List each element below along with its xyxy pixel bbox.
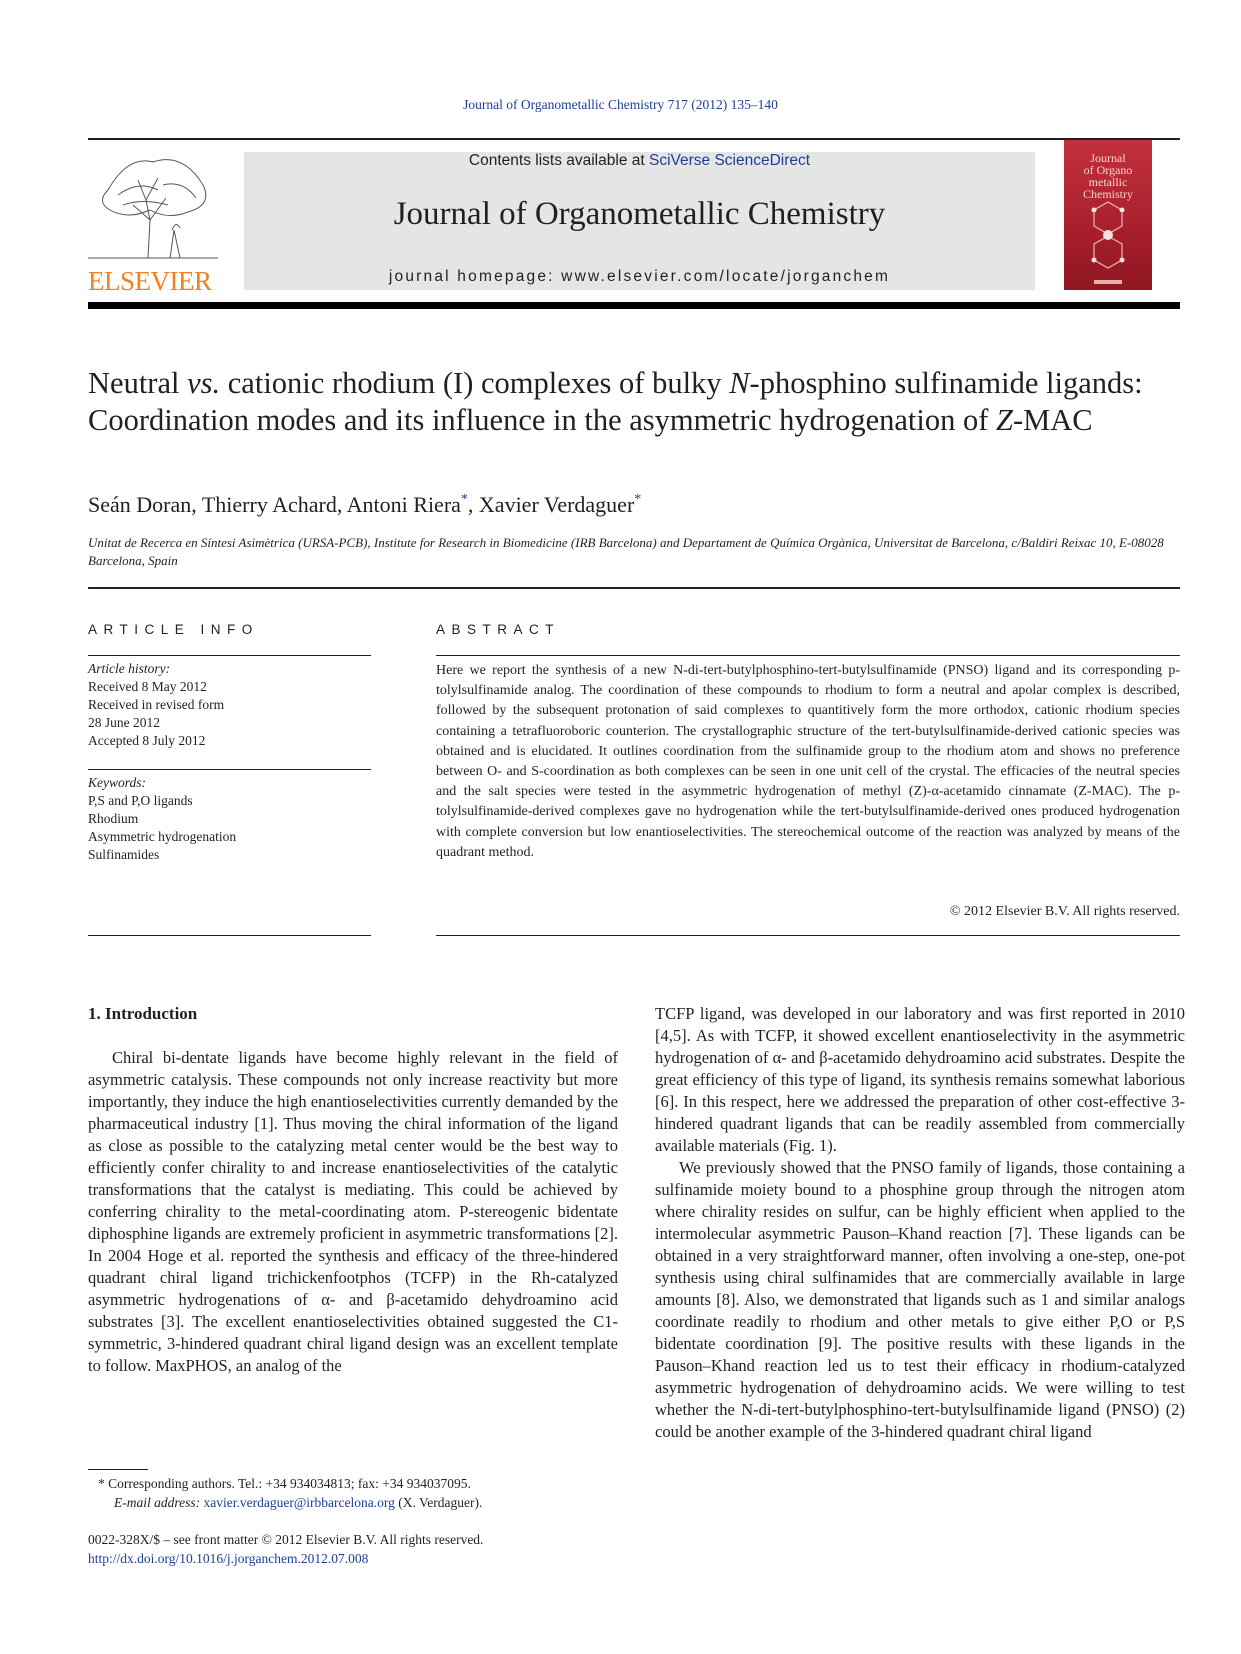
journal-homepage[interactable]: journal homepage: www.elsevier.com/locate/jorganchem [388, 268, 891, 285]
title-text: -MAC [1012, 403, 1093, 437]
header-bottom-rule [88, 302, 1180, 309]
keywords-label: Keywords: [88, 775, 146, 790]
front-matter [88, 1530, 688, 1568]
body-paragraph: We previously showed that the PNSO family of ligands, those containing a sulfinamide moiety bound to a phosphine group through the nitrogen atom where chirality resides on sulfur, can be highly efficient when applied to the intermolecular asymmetric Pauson–Khand reaction [7]. These ligands can be obtained in a very straightforward manner, often involving a one-step, one-pot synthesis using chiral sulfinamides that are commercially available in large amounts [8]. Also, we demonstrated that ligands such as 1 and similar analogs coordinate readily to rhodium and other metals to give either P,O or P,S bidentate coordination [9]. The positive results with these ligands in the Pauson–Khand reaction led us to test their efficacy in rhodium-catalyzed asymmetric hydrogenation of dehydroamino acids. We were willing to test whether the N-di-tert-butylphosphino-tert-butylsulfinamide ligand (PNSO) (2) could be another example of the 3-hindered quadrant chiral ligand [655, 1158, 1185, 1441]
footnote-marker: * [98, 1476, 105, 1491]
corresponding-author-footnote [98, 1474, 658, 1512]
section-heading-introduction: 1. Introduction [88, 1004, 198, 1023]
history-label: Article history: [88, 661, 171, 676]
abstract-rule [436, 935, 1180, 936]
article-history [88, 660, 371, 750]
corresponding-author-marker[interactable]: * [460, 492, 468, 507]
body-column-left [88, 1047, 618, 1377]
title-text-italic: N [729, 366, 750, 400]
keyword: P,S and P,O ligands [88, 793, 193, 808]
contents-prefix: Contents lists available at [468, 152, 649, 169]
footnote-contact: Corresponding authors. Tel.: +34 934034813; fax: +34 934037095. [108, 1476, 471, 1491]
email-label: E-mail address: [114, 1495, 204, 1510]
article-title [88, 365, 1188, 439]
history-item: 28 June 2012 [88, 715, 160, 730]
author-name: Antoni Riera [346, 492, 461, 517]
sciencedirect-link[interactable]: SciVerse ScienceDirect [648, 152, 811, 169]
title-text: cationic rhodium (I) complexes of bulky [220, 366, 730, 400]
elsevier-wordmark: ELSEVIER [88, 266, 212, 296]
title-text: -phosphino sulfinamide ligands: Coordination modes and its influence in the asymmetric hydrogenation of [88, 366, 1143, 437]
keyword: Sulfinamides [88, 847, 160, 862]
front-matter-line: 0022-328X/$ – see front matter © 2012 Elsevier B.V. All rights reserved. [88, 1532, 484, 1547]
cover-title-line: Journal [1090, 151, 1126, 165]
contents-line [244, 152, 1035, 170]
author-name: Thierry Achard [201, 492, 337, 517]
doi-link[interactable]: http://dx.doi.org/10.1016/j.jorganchem.2012.07.008 [88, 1551, 369, 1566]
email-link[interactable]: xavier.verdaguer@irbbarcelona.org [203, 1495, 395, 1510]
section-rule [88, 587, 1180, 589]
body-paragraph: Chiral bi-dentate ligands have become highly relevant in the field of asymmetric catalysis. These compounds not only increase reactivity but more importantly, they induce the high enantioselectivities currently demanded by the pharmaceutical industry [1]. Thus moving the chiral information of the ligand as close as possible to the catalyzing metal center would be the best way to efficiently confer chirality to and increase enantioselectivities of the catalytic transformations that the catalyst is mediating. This could be achieved by conferring chirality to the metal-coordinating atom. P-stereogenic bidentate diphosphine ligands are extremely proficient in asymmetric transformations [2]. In 2004 Hoge et al. reported the synthesis and efficacy of the three-hindered quadrant chiral ligand trichickenfootphos (TCFP) in the Rh-catalyzed asymmetric hydrogenations of α- and β-acetamido dehydroamino acid substrates [3]. The excellent enantioselectivities obtained suggested the C1-symmetric, 3-hindered quadrant chiral ligand design was an excellent template to follow. MaxPHOS, an analog of the [88, 1048, 618, 1375]
affiliation: Unitat de Recerca en Síntesi Asimètrica (URSA-PCB), Institute for Research in Biomedicine (IRB Barcelona) and Departament de Química Orgànica, Universitat de Barcelona, c/Baldiri Reixac 10, E-08028 Barcelona, Spain [88, 535, 1164, 568]
history-item: Received 8 May 2012 [88, 679, 207, 694]
keyword: Asymmetric hydrogenation [88, 829, 237, 844]
cover-title-line: of Organo [1083, 163, 1133, 177]
email-suffix: (X. Verdaguer). [394, 1495, 483, 1510]
title-text-italic: Z [996, 403, 1013, 437]
journal-citation[interactable]: Journal of Organometallic Chemistry 717 (2012) 135–140 [463, 97, 778, 112]
cover-title [1064, 152, 1152, 200]
cover-title-line: metallic [1088, 175, 1128, 189]
footnote-rule [88, 1469, 148, 1470]
info-rule [88, 935, 371, 936]
abstract-copyright: © 2012 Elsevier B.V. All rights reserved. [949, 904, 1180, 919]
info-rule [88, 655, 371, 656]
author-name: Seán Doran [88, 492, 192, 517]
history-item: Received in revised form [88, 697, 225, 712]
journal-name: Journal of Organometallic Chemistry [393, 196, 886, 232]
body-paragraph: TCFP ligand, was developed in our laboratory and was first reported in 2010 [4,5]. As with TCFP, it showed excellent enantioselectivity in the asymmetric hydrogenation of α- and β-acetamido dehydroamino acid substrates. Despite the great efficiency of this type of ligand, its synthesis remains somewhat laborious [6]. In this respect, here we addressed the preparation of other cost-effective 3-hindered quadrant ligands that can be readily assembled from commercially available materials (Fig. 1). [655, 1004, 1185, 1155]
abstract-text: Here we report the synthesis of a new N-di-tert-butylphosphino-tert-butylsulfinamide (PNSO) ligand and its corresponding p-tolylsulfinamide analog. The coordination of these compounds to rhodium to form a neutral and apolar complex is described, followed by the subsequent protonation of said complexes to quantitively form the more orthodox, cationic rhodium species containing a tetrafluoroboric counterion. The crystallographic structure of the tert-butylsulfinamide-derived cationic species was obtained and is elucidated. It outlines coordination from the sulfinamide group to the rhodium atom and shows no preference between O- and S-coordination as both complexes can be seen in one unit cell of the crystal. The efficacies of the neutral species and the salt species were tested in the asymmetric hydrogenation of methyl (Z)-α-acetamido cinnamate (Z-MAC). The p-tolylsulfinamide-derived complexes gave no hydrogenation while the tert-butylsulfinamide-derived ones produced hydrogenation with complete conversion but low enantioselectivities. The stereochemical outcome of the reaction was analyzed by means of the quadrant method. [436, 663, 1180, 860]
corresponding-author-marker[interactable]: * [634, 492, 642, 507]
article-info-heading: ARTICLE INFO [88, 622, 259, 637]
keyword: Rhodium [88, 811, 139, 826]
body-column-right [655, 1003, 1185, 1443]
header-top-rule [88, 138, 1180, 140]
info-rule [88, 769, 371, 770]
title-text-italic: vs. [187, 366, 221, 400]
title-text: Neutral [88, 366, 188, 400]
author-list: Seán Doran, Thierry Achard, Antoni Riera*, Xavier Verdaguer* [88, 492, 642, 517]
history-item: Accepted 8 July 2012 [88, 733, 206, 748]
abstract-heading: ABSTRACT [436, 622, 561, 637]
abstract-rule [436, 655, 1180, 656]
cover-title-line: Chemistry [1083, 187, 1133, 201]
author-name: Xavier Verdaguer [478, 492, 635, 517]
keywords [88, 774, 371, 864]
